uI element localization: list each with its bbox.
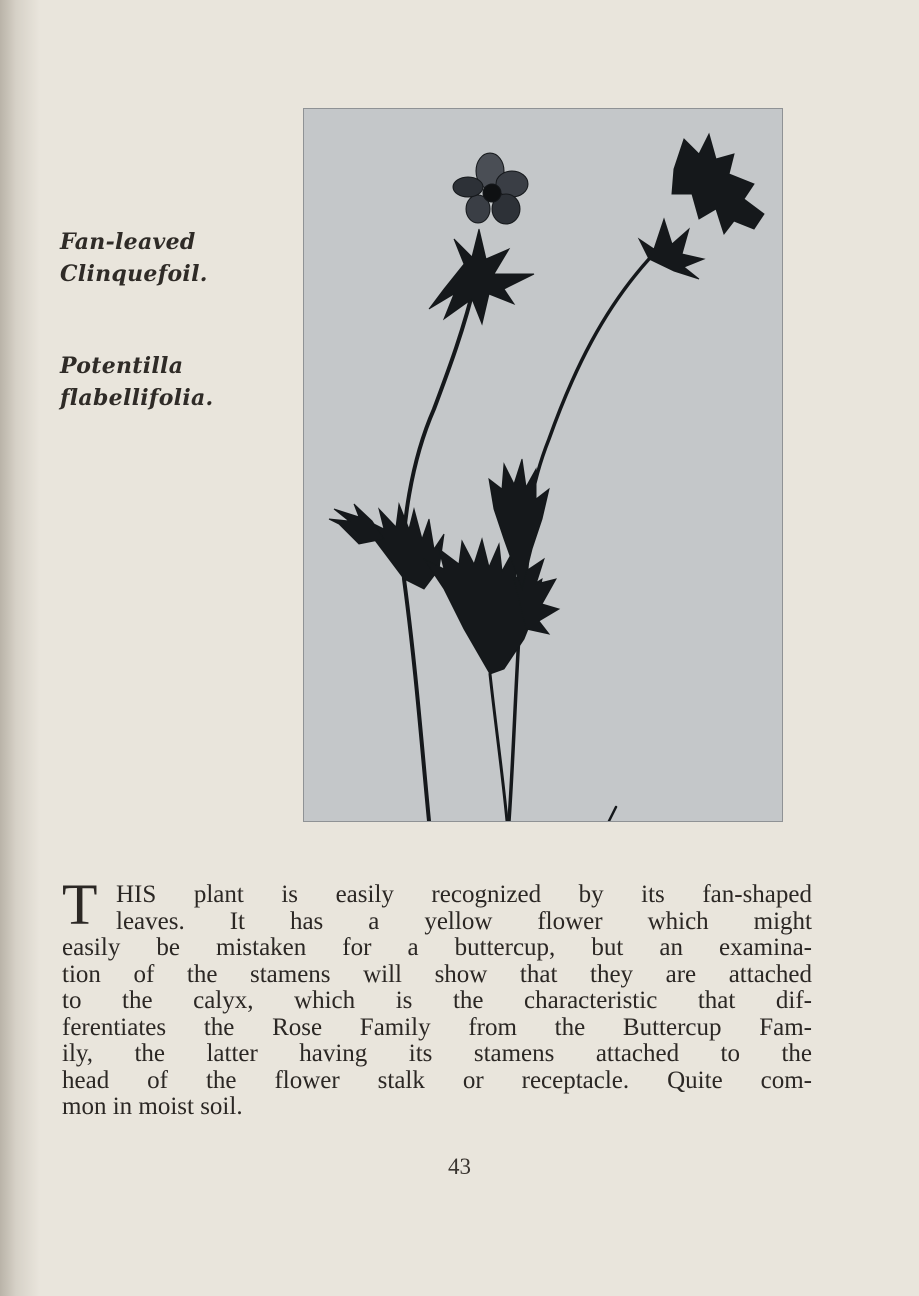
pressed-plant-photo (303, 108, 783, 822)
body-line-5: to the calyx, which is the characteristic that dif- (62, 987, 812, 1014)
common-name-caption (60, 226, 208, 290)
body-line-3: easily be mistaken for a buttercup, but an examina- (62, 934, 812, 961)
body-line-9: mon in moist soil. (62, 1093, 243, 1120)
latin-name-line-2: flabellifolia. (60, 385, 214, 411)
body-line-1: HIS plant is easily recognized by its fan-shaped (116, 881, 812, 908)
body-line-2: leaves. It has a yellow flower which might (116, 907, 812, 935)
body-paragraph (62, 872, 812, 1121)
body-line-8: head of the flower stalk or receptacle. Quite com- (62, 1066, 812, 1094)
page-number: 43 (448, 1154, 471, 1179)
body-dropcap: T (62, 872, 98, 937)
common-name-line-1: Fan-leaved (60, 229, 196, 255)
body-line-6: ferentiates the Rose Family from the Buttercup Fam- (62, 1013, 812, 1041)
latin-name-line-1: Potentilla (60, 353, 184, 379)
latin-name-caption (60, 350, 214, 414)
body-line-4: tion of the stamens will show that they are attached (62, 960, 812, 988)
page-gutter-shadow (0, 0, 40, 1296)
body-line-7: ily, the latter having its stamens attached to the (62, 1040, 812, 1067)
pressed-plant-photo-icon (304, 109, 782, 821)
common-name-line-2: Clinquefoil. (60, 261, 208, 287)
